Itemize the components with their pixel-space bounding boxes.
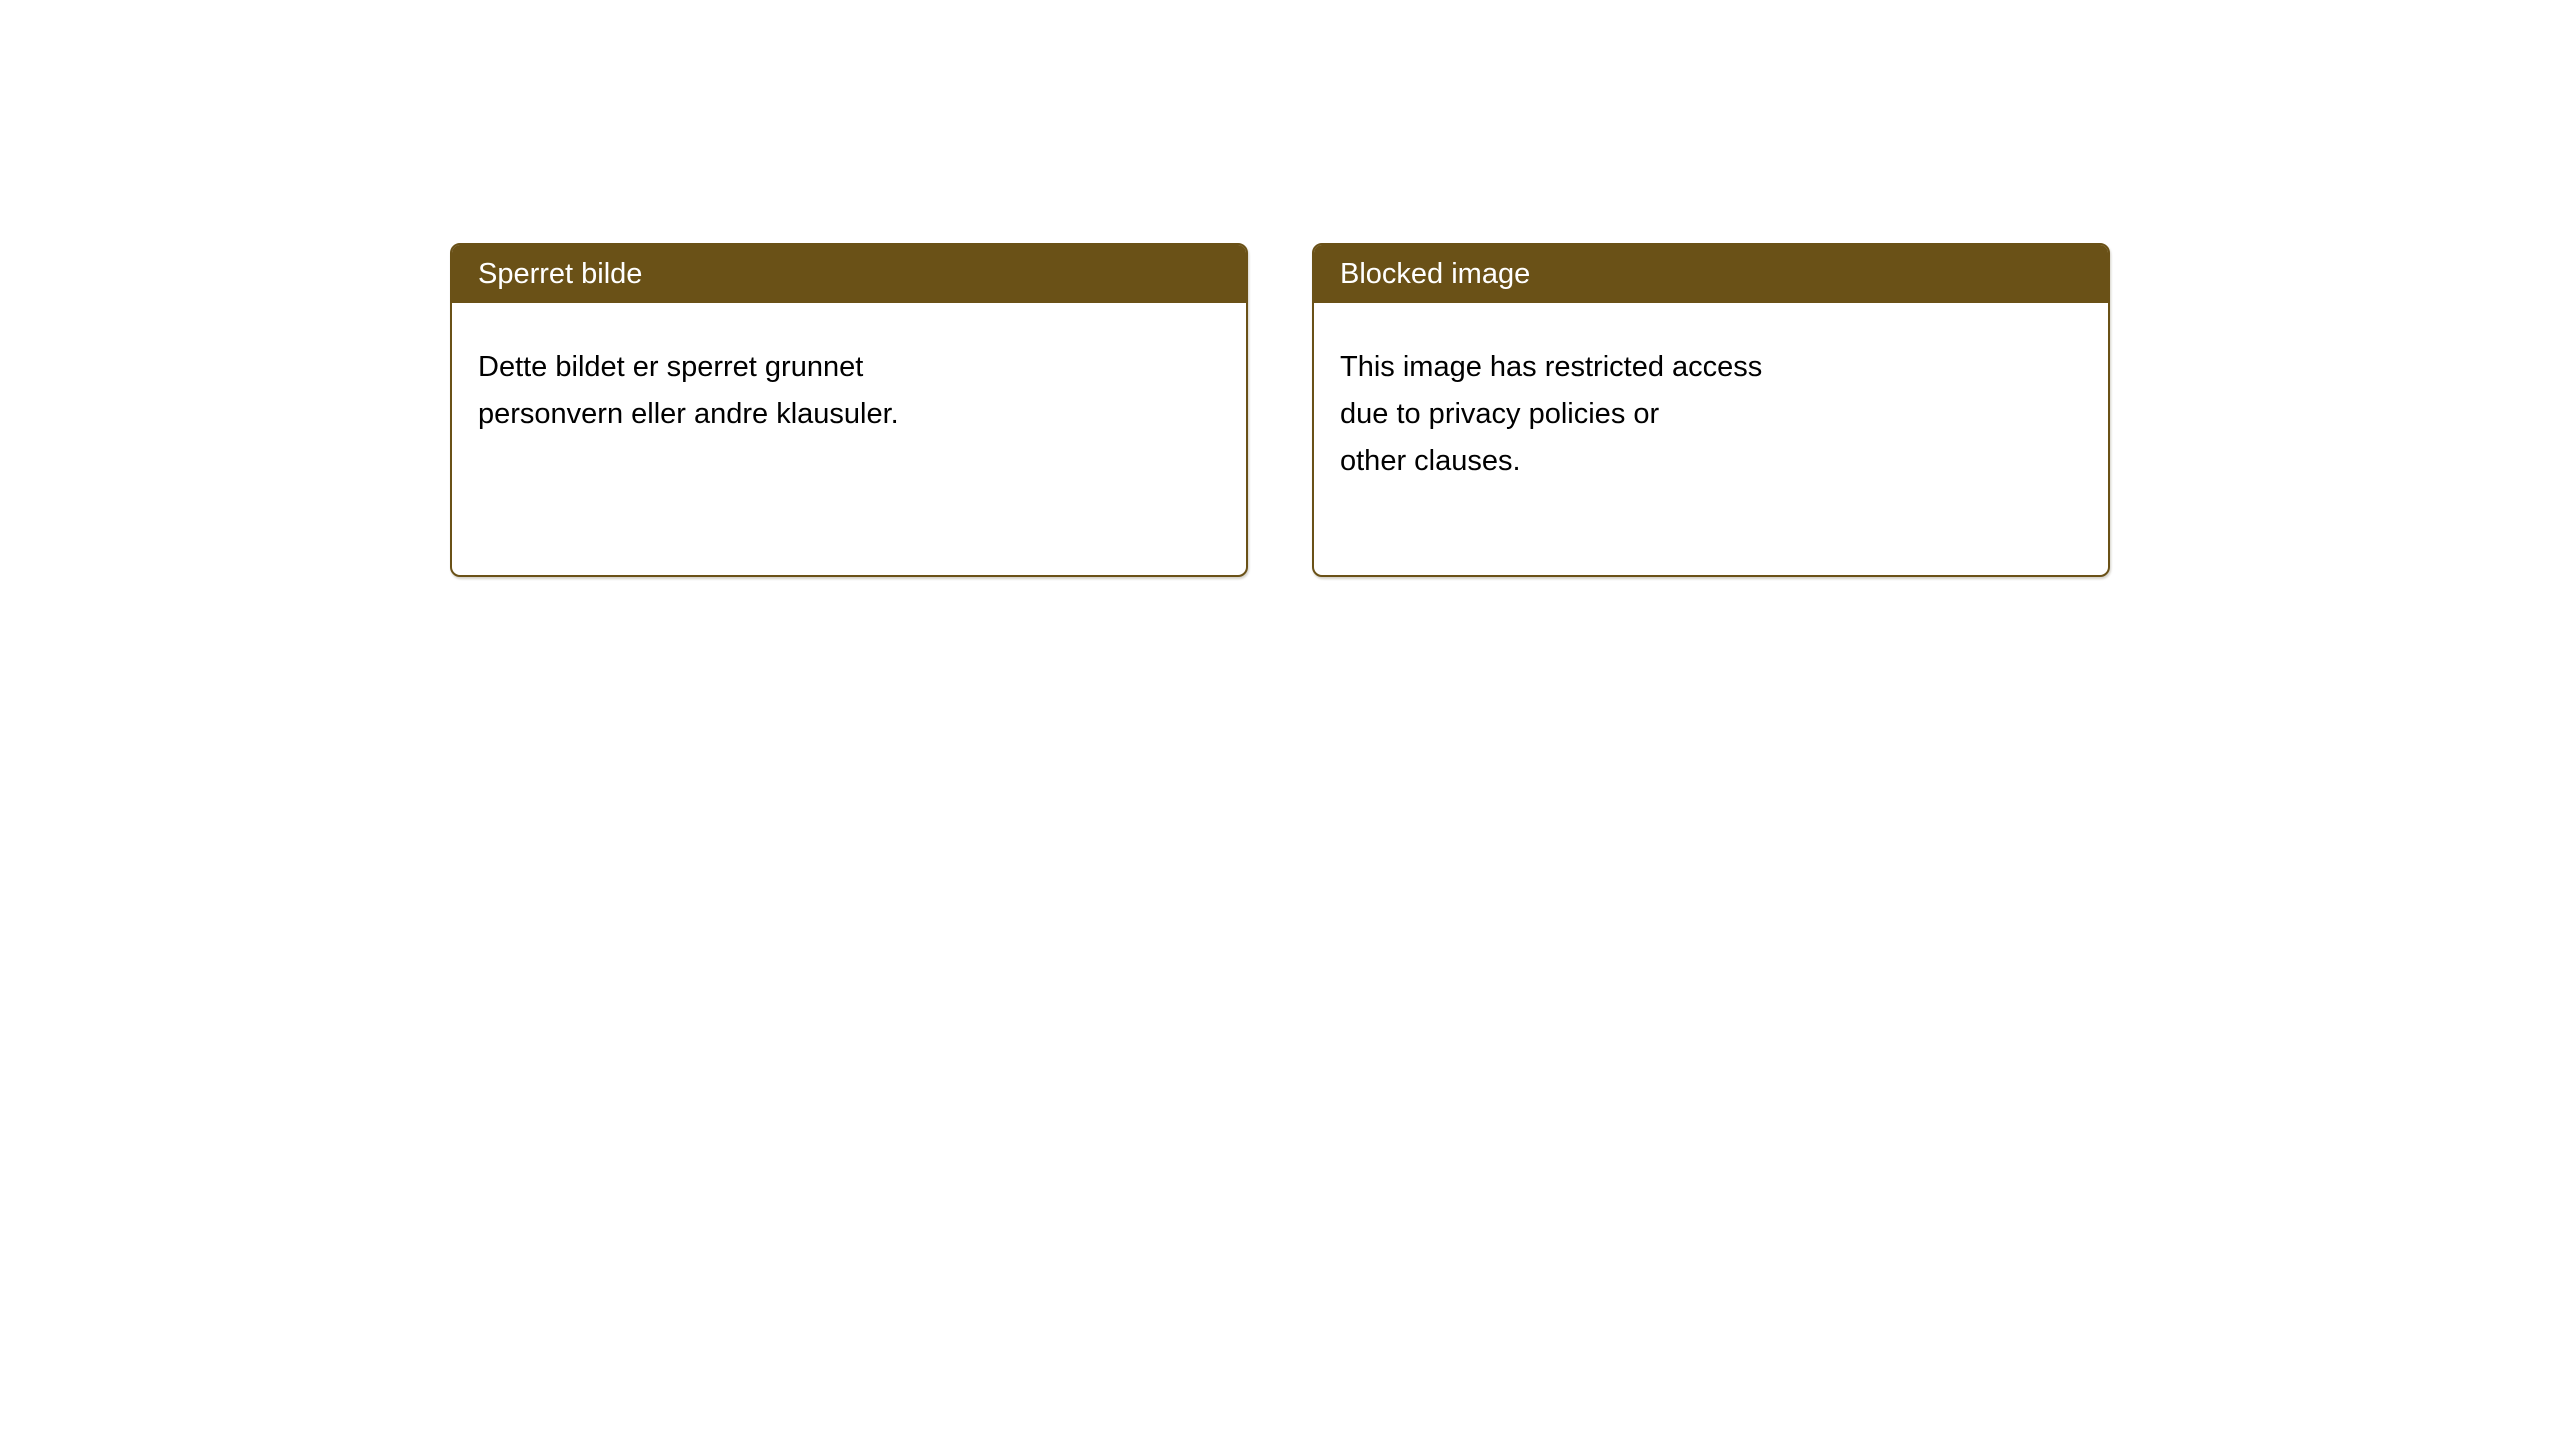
card-header — [1314, 245, 2108, 303]
card-body — [1314, 303, 2108, 485]
card-header — [452, 245, 1246, 303]
card-body-text-line: personvern eller andre klausuler. — [478, 398, 899, 430]
card-body-text-line: due to privacy policies or — [1340, 398, 1660, 430]
card-title: Sperret bilde — [478, 257, 643, 290]
card-body — [452, 303, 1246, 438]
card-body-text-line: This image has restricted access — [1340, 351, 1763, 383]
card-body-text-line: other clauses. — [1340, 445, 1521, 477]
blocked-image-card-norwegian — [450, 243, 1248, 577]
card-body-text-line: Dette bildet er sperret grunnet — [478, 351, 864, 383]
blocked-image-card-english — [1312, 243, 2110, 577]
card-title: Blocked image — [1340, 257, 1531, 290]
